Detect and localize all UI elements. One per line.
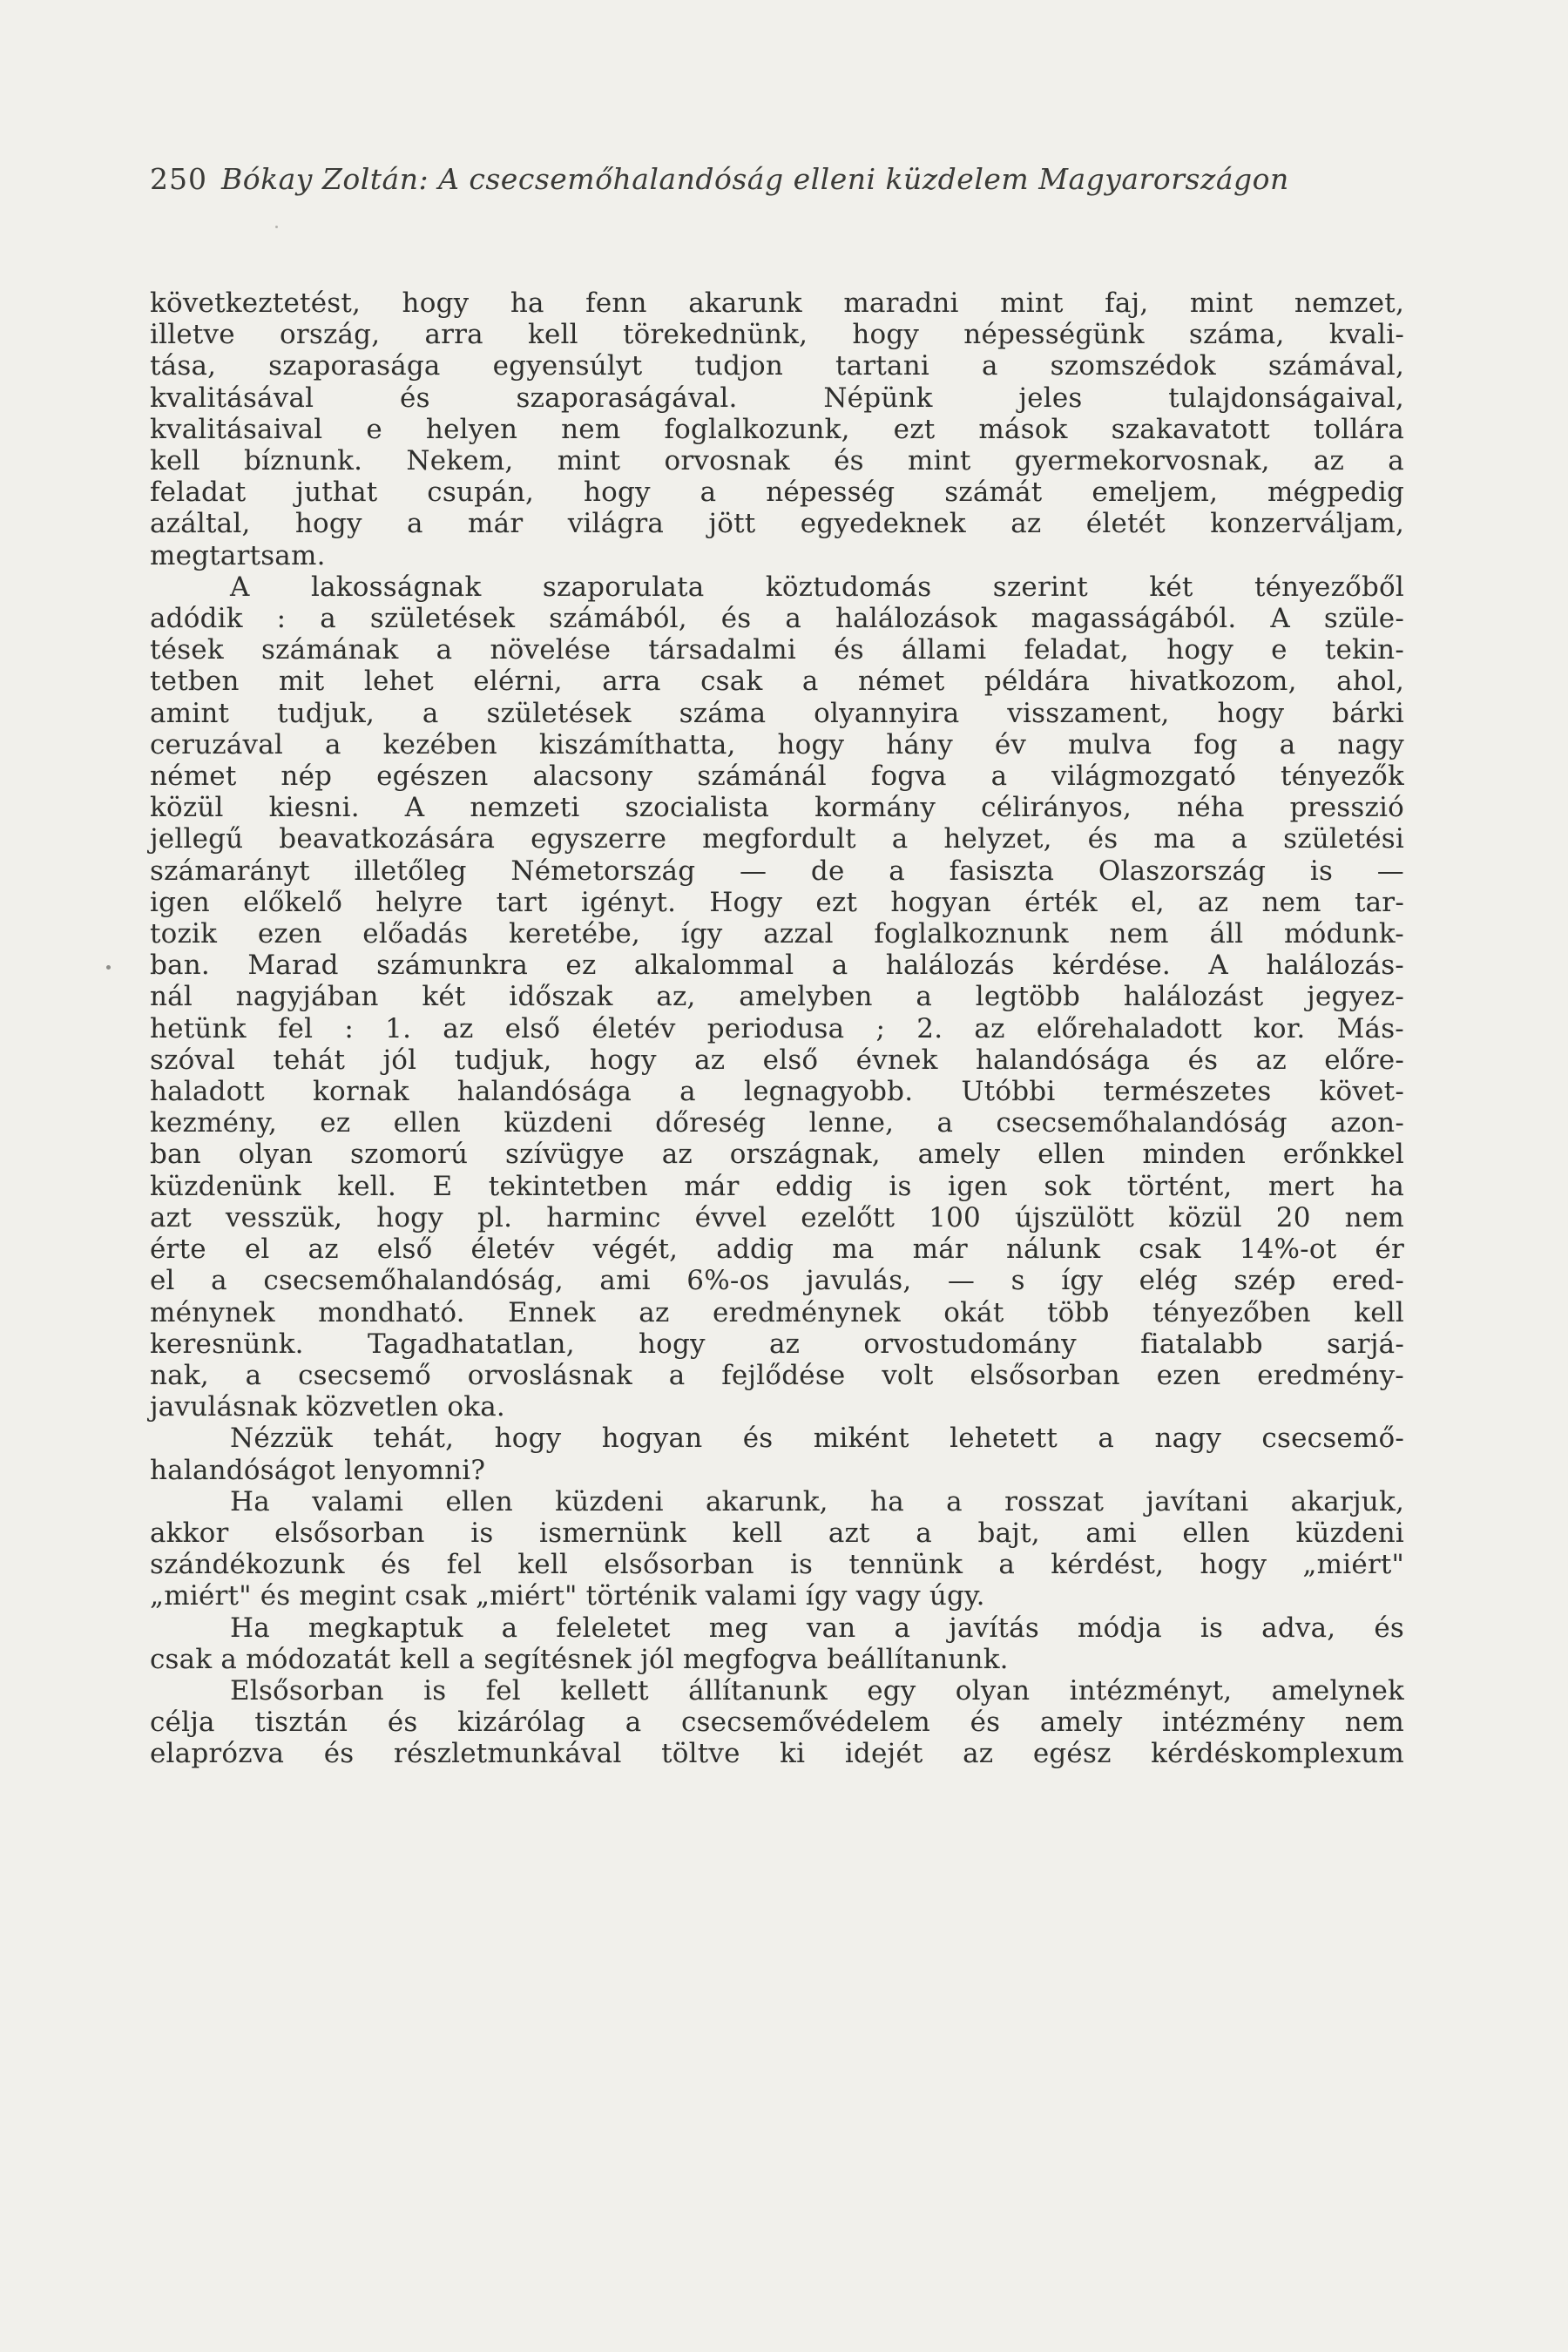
text-line: ban olyan szomorú szívügye az országnak, amely ellen minden erőnkkel <box>150 1139 1404 1171</box>
text-line: elaprózva és részletmunkával töltve ki idejét az egész kérdéskomplexum <box>150 1738 1404 1770</box>
text-line: német nép egészen alacsony számánál fogva a világmozgató tényezők <box>150 760 1404 793</box>
running-head-title: Bókay Zoltán: A csecsemőhalandóság elleni küzdelem Magyarországon <box>221 162 1289 196</box>
text-line: kezmény, ez ellen küzdeni dőreség lenne, a csecsemőhalandóság azon- <box>150 1107 1404 1139</box>
text-line: haladott kornak halandósága a legnagyobb. Utóbbi természetes követ- <box>150 1076 1404 1108</box>
text-line: csak a módozatát kell a segítésnek jól megfogva beállítanunk. <box>150 1643 1009 1675</box>
text-line: nál nagyjában két időszak az, amelyben a legtöbb halálozást jegyez- <box>150 981 1404 1013</box>
text-line: igen előkelő helyre tart igényt. Hogy ezt hogyan érték el, az nem tar- <box>150 886 1404 918</box>
text-line: A lakosságnak szaporulata köztudomás szerint két tényezőből <box>230 571 1404 603</box>
text-line: ban. Marad számunkra ez alkalommal a halálozás kérdése. A halálozás- <box>150 950 1404 982</box>
text-line: Elsősorban is fel kellett állítanunk egy olyan intézményt, amelynek <box>230 1674 1404 1707</box>
text-line: azáltal, hogy a már világra jött egyedeknek az életét konzerváljam, <box>150 508 1404 540</box>
text-line: akkor elsősorban is ismernünk kell azt a bajt, ami ellen küzdeni <box>150 1517 1404 1549</box>
text-line: tása, szaporasága egyensúlyt tudjon tartani a szomszédok számával, <box>150 350 1404 382</box>
text-line: amint tudjuk, a születések száma olyannyira visszament, hogy bárki <box>150 697 1404 729</box>
text-line: Nézzük tehát, hogy hogyan és miként lehetett a nagy csecsemő- <box>230 1423 1404 1455</box>
text-line: érte el az első életév végét, addig ma már nálunk csak 14%-ot ér <box>150 1233 1404 1266</box>
paper-speck <box>106 965 111 970</box>
page-number: 250 <box>150 162 207 196</box>
text-line: illetve ország, arra kell törekednünk, hogy népességünk száma, kvali- <box>150 319 1404 351</box>
text-line: ménynek mondható. Ennek az eredménynek okát több tényezőben kell <box>150 1296 1404 1328</box>
text-line: keresnünk. Tagadhatatlan, hogy az orvostudomány fiatalabb sarjá- <box>150 1328 1404 1360</box>
body-text <box>150 287 1404 1770</box>
text-line: „miért" és megint csak „miért" történik valami így vagy úgy. <box>150 1580 985 1612</box>
running-head <box>150 162 1413 197</box>
text-line: ceruzával a kezében kiszámíthatta, hogy hány év mulva fog a nagy <box>150 728 1404 760</box>
text-line: kvalitásával és szaporaságával. Népünk jeles tulajdonságaival, <box>150 382 1404 414</box>
text-line: közül kiesni. A nemzeti szocialista kormány célirányos, néha presszió <box>150 792 1404 824</box>
text-line: javulásnak közvetlen oka. <box>150 1391 505 1423</box>
text-line: következtetést, hogy ha fenn akarunk maradni mint faj, mint nemzet, <box>150 287 1404 319</box>
text-line: jellegű beavatkozására egyszerre megfordult a helyzet, és ma a születési <box>150 823 1404 855</box>
text-line: adódik : a születések számából, és a halálozások magasságából. A szüle- <box>150 603 1404 635</box>
text-line: tések számának a növelése társadalmi és állami feladat, hogy e tekin- <box>150 634 1404 666</box>
text-line: hetünk fel : 1. az első életév periodusa ; 2. az előrehaladott kor. Más- <box>150 1012 1404 1044</box>
text-line: tozik ezen előadás keretébe, így azzal foglalkoznunk nem áll módunk- <box>150 918 1404 950</box>
text-line: Ha megkaptuk a feleletet meg van a javítás módja is adva, és <box>230 1612 1404 1644</box>
text-line: Ha valami ellen küzdeni akarunk, ha a rosszat javítani akarjuk, <box>230 1485 1404 1517</box>
text-line: célja tisztán és kizárólag a csecsemővédelem és amely intézmény nem <box>150 1707 1404 1739</box>
text-line: megtartsam. <box>150 539 326 571</box>
text-line: kell bíznunk. Nekem, mint orvosnak és mint gyermekorvosnak, az a <box>150 445 1404 477</box>
text-line: tetben mit lehet elérni, arra csak a német példára hivatkozom, ahol, <box>150 666 1404 698</box>
text-line: számarányt illetőleg Németország — de a fasiszta Olaszország is — <box>150 855 1404 887</box>
paper-speck <box>275 226 278 228</box>
text-line: feladat juthat csupán, hogy a népesség számát emeljem, mégpedig <box>150 476 1404 509</box>
text-line: nak, a csecsemő orvoslásnak a fejlődése volt elsősorban ezen eredmény- <box>150 1359 1404 1391</box>
text-line: küzdenünk kell. E tekintetben már eddig is igen sok történt, mert ha <box>150 1170 1404 1202</box>
text-line: azt vesszük, hogy pl. harminc évvel ezelőtt 100 újszülött közül 20 nem <box>150 1201 1404 1233</box>
text-line: kvalitásaival e helyen nem foglalkozunk, ezt mások szakavatott tollára <box>150 413 1404 445</box>
text-line: el a csecsemőhalandóság, ami 6%-os javulás, — s így elég szép ered- <box>150 1265 1404 1297</box>
text-line: halandóságot lenyomni? <box>150 1454 486 1486</box>
text-line: szóval tehát jól tudjuk, hogy az első évnek halandósága és az előre- <box>150 1044 1404 1076</box>
text-line: szándékozunk és fel kell elsősorban is tennünk a kérdést, hogy „miért" <box>150 1549 1404 1581</box>
